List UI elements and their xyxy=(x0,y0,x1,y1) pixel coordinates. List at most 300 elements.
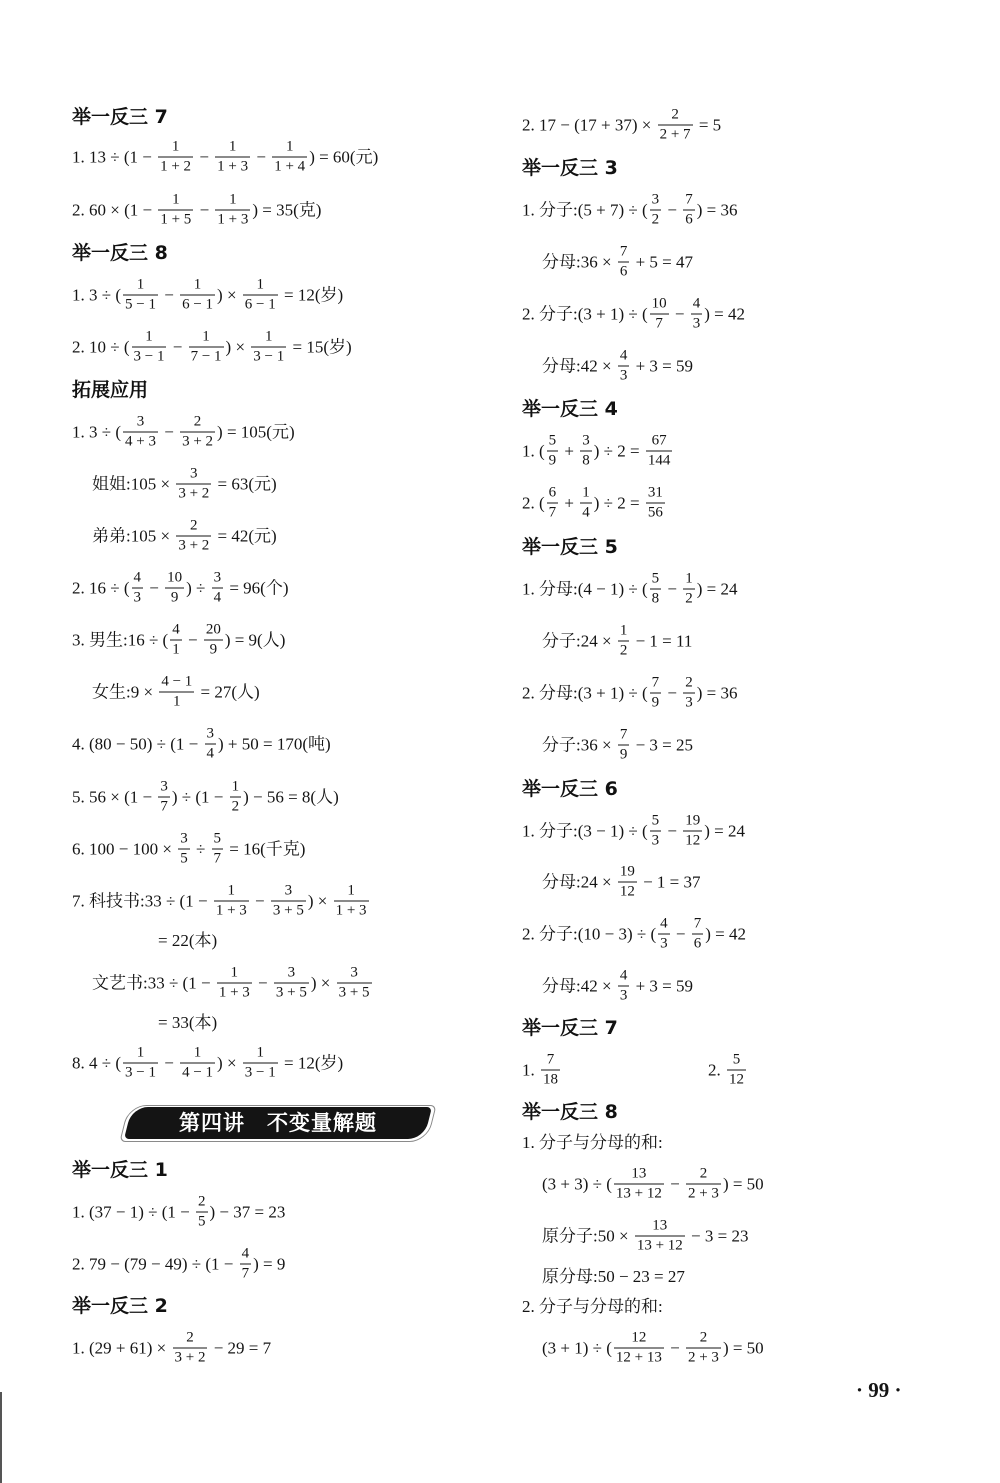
denominator: 1 + 5 xyxy=(160,211,192,228)
expression-text: ) − 56 = 8(人) xyxy=(243,787,339,806)
expression-text: ) ÷ 2 = xyxy=(593,441,644,460)
fraction xyxy=(230,778,242,817)
numerator: 20 xyxy=(205,621,221,638)
answer-line xyxy=(72,1329,271,1368)
fraction xyxy=(189,328,224,367)
fraction xyxy=(251,328,286,367)
section-heading: 举一反三 1 xyxy=(72,1159,168,1181)
denominator: 3 + 5 xyxy=(275,984,307,1001)
chapter-banner xyxy=(122,1104,438,1144)
expression-text: ) × xyxy=(217,285,241,304)
answer-line xyxy=(72,882,371,921)
expression-text: 6. 100 − 100 × xyxy=(72,839,177,858)
fraction xyxy=(132,328,167,367)
fraction xyxy=(158,191,193,230)
fraction xyxy=(618,243,630,282)
fraction xyxy=(243,1044,278,1083)
expression-text: + 5 = 47 xyxy=(631,252,693,271)
denominator: 3 xyxy=(619,367,628,384)
expression-text: 2. 79 − (79 − 49) ÷ (1 − xyxy=(72,1254,238,1273)
expression-text: ) = 60(元) xyxy=(309,147,379,166)
fraction xyxy=(271,882,306,921)
expression-text: ) = 36 xyxy=(696,200,738,219)
numerator: 5 xyxy=(732,1051,741,1068)
denominator: 9 xyxy=(651,694,660,711)
denominator: 2 xyxy=(685,590,693,607)
expression-text: − 3 = 25 xyxy=(631,735,693,754)
numerator: 5 xyxy=(213,830,222,847)
denominator: 4 xyxy=(206,745,214,762)
expression-text: 1. (29 + 61) × xyxy=(72,1338,171,1357)
fraction xyxy=(176,517,211,556)
numerator: 4 xyxy=(619,347,628,364)
numerator: 4 xyxy=(133,569,141,586)
denominator: 3 − 1 xyxy=(125,1064,156,1081)
fraction xyxy=(123,1044,158,1083)
expression-text: = 33(本) xyxy=(158,1013,218,1032)
numerator: 7 xyxy=(619,726,628,743)
numerator: 2 xyxy=(685,674,693,691)
denominator: 56 xyxy=(647,504,663,521)
expression-text: 1. 分母:(4 − 1) ÷ ( xyxy=(522,579,648,598)
expression-text: − xyxy=(250,891,269,910)
expression-text: − xyxy=(195,147,214,166)
fraction xyxy=(646,484,665,523)
expression-text: 1. (37 − 1) ÷ (1 − xyxy=(72,1202,194,1221)
numerator: 1 xyxy=(145,328,153,345)
numerator: 3 xyxy=(190,465,198,482)
denominator: 6 − 1 xyxy=(244,296,276,313)
denominator: 7 − 1 xyxy=(190,348,222,365)
expression-text: 原分子:50 × xyxy=(542,1226,633,1245)
fraction xyxy=(618,967,630,1006)
expression-text: ) = 50 xyxy=(722,1174,764,1193)
fraction xyxy=(650,295,669,334)
expression-text: 2. 分子:(10 − 3) ÷ ( xyxy=(522,924,657,943)
denominator: 3 + 2 xyxy=(178,485,210,502)
fraction xyxy=(217,964,252,1003)
expression-text: − xyxy=(159,285,179,304)
numerator: 67 xyxy=(651,432,667,449)
fraction xyxy=(618,347,630,386)
denominator: 1 xyxy=(159,692,194,712)
expression-text: 2. 16 ÷ ( xyxy=(72,578,130,597)
fraction xyxy=(123,276,158,315)
fraction xyxy=(159,673,194,712)
expression-text: (3 + 1) ÷ ( xyxy=(542,1338,612,1357)
expression-text: 分母:42 × xyxy=(542,976,616,995)
numerator: 3 xyxy=(582,432,590,449)
section-heading: 举一反三 6 xyxy=(522,778,618,800)
expression-text: − xyxy=(665,1338,684,1357)
denominator: 1 + 3 xyxy=(215,902,247,919)
expression-text: 文艺书:33 ÷ (1 − xyxy=(92,973,215,992)
expression-text: 原分母:50 − 23 = 27 xyxy=(542,1267,685,1286)
expression-text: ) × xyxy=(310,973,335,992)
expression-text: ) = 24 xyxy=(696,579,738,598)
denominator: 1 + 2 xyxy=(160,158,192,175)
numerator: 4 xyxy=(619,967,628,984)
denominator: 9 xyxy=(165,588,184,608)
fraction xyxy=(635,1217,685,1256)
expression-text: − xyxy=(663,683,682,702)
fraction xyxy=(658,106,693,145)
fraction xyxy=(334,882,369,921)
denominator: 4 − 1 xyxy=(182,1064,214,1081)
denominator: 6 − 1 xyxy=(182,296,214,313)
expression-text: 1. xyxy=(522,1060,539,1079)
expression-text: 分母:42 × xyxy=(542,356,616,375)
fraction xyxy=(547,432,559,471)
answer-line xyxy=(522,191,737,230)
expression-text: = 12(岁) xyxy=(279,1053,344,1072)
denominator: 1 xyxy=(172,641,180,658)
answer-line xyxy=(542,347,693,386)
expression-text: 7. 科技书:33 ÷ (1 − xyxy=(72,891,212,910)
expression-text: ) = 36 xyxy=(696,683,738,702)
expression-text: − xyxy=(665,1174,684,1193)
denominator: 7 xyxy=(160,798,168,815)
fraction xyxy=(215,138,250,177)
numerator: 7 xyxy=(619,243,628,260)
fraction xyxy=(173,1329,208,1368)
denominator: 5 − 1 xyxy=(125,296,156,313)
fraction xyxy=(180,413,215,452)
answer-line xyxy=(522,106,721,145)
expression-text: ÷ xyxy=(191,839,210,858)
denominator: 7 xyxy=(213,850,222,867)
fraction xyxy=(541,1051,560,1090)
expression-text: 1. ( xyxy=(522,441,545,460)
answer-line xyxy=(92,517,277,556)
fraction xyxy=(618,863,637,902)
expression-text: = 5 xyxy=(694,115,722,134)
expression-text: 1. 3 ÷ ( xyxy=(72,422,121,441)
denominator: 3 − 1 xyxy=(133,348,165,365)
fraction xyxy=(727,1051,746,1090)
answer-line xyxy=(522,1133,663,1153)
answer-line xyxy=(158,1013,217,1033)
denominator: 8 xyxy=(582,452,590,469)
denominator: 3 + 2 xyxy=(182,433,214,450)
denominator: 7 xyxy=(241,1265,250,1282)
answer-line xyxy=(542,863,701,902)
fraction xyxy=(158,778,170,817)
expression-text: ) − 37 = 23 xyxy=(209,1202,286,1221)
expression-text: − 1 = 37 xyxy=(638,872,701,891)
expression-text: − 29 = 7 xyxy=(209,1338,272,1357)
fraction xyxy=(337,964,372,1003)
expression-text: = 12(岁) xyxy=(279,285,344,304)
expression-text: 1. 分子与分母的和: xyxy=(522,1133,663,1152)
denominator: 2 + 7 xyxy=(659,126,691,143)
denominator: 3 − 1 xyxy=(253,348,285,365)
fraction xyxy=(683,570,695,609)
denominator: 3 + 2 xyxy=(174,1349,206,1366)
scan-edge xyxy=(0,1392,2,1483)
numerator: 2 xyxy=(198,1193,206,1210)
fraction xyxy=(123,413,158,452)
answer-line xyxy=(72,1245,285,1284)
numerator: 1 xyxy=(265,328,273,345)
expression-text: 2. 17 − (17 + 37) × xyxy=(522,115,656,134)
numerator: 2 xyxy=(699,1165,708,1182)
denominator: 3 xyxy=(692,315,701,332)
numerator: 1 xyxy=(347,882,355,899)
expression-text: − xyxy=(145,578,164,597)
numerator: 2 xyxy=(671,106,679,123)
denominator: 4 + 3 xyxy=(125,433,156,450)
expression-text: − xyxy=(252,147,271,166)
expression-text: ) ÷ (1 − xyxy=(171,787,228,806)
expression-text: ) × xyxy=(307,891,332,910)
answer-line xyxy=(92,964,374,1003)
expression-text: ) ÷ xyxy=(186,578,210,597)
expression-text: 2. 分子:(3 + 1) ÷ ( xyxy=(522,304,648,323)
numerator: 1 xyxy=(193,1044,202,1061)
answer-line xyxy=(72,328,352,367)
section-heading: 举一反三 5 xyxy=(522,536,618,558)
denominator: 12 xyxy=(685,832,701,849)
numerator: 1 xyxy=(285,138,294,155)
page-number: · 99 · xyxy=(856,1378,902,1402)
denominator: 6 xyxy=(693,935,702,952)
expression-text: 2. 分母:(3 + 1) ÷ ( xyxy=(522,683,648,702)
denominator: 8 xyxy=(651,590,660,607)
answer-line xyxy=(542,622,692,661)
answer-line xyxy=(542,1267,685,1287)
denominator: 6 xyxy=(619,263,628,280)
answer-line xyxy=(72,830,305,869)
fraction xyxy=(132,569,144,608)
denominator: 1 + 3 xyxy=(217,158,249,175)
fraction xyxy=(650,191,662,230)
numerator: 1 xyxy=(172,191,180,208)
expression-text: 8. 4 ÷ ( xyxy=(72,1053,121,1072)
expression-text: 分母:36 × xyxy=(542,252,616,271)
denominator: 12 xyxy=(729,1071,744,1088)
fraction xyxy=(691,295,703,334)
denominator: 3 + 5 xyxy=(272,902,304,919)
numerator: 5 xyxy=(651,812,660,829)
section-heading: 举一反三 8 xyxy=(72,242,168,264)
answer-line xyxy=(522,1297,663,1317)
denominator: 13 + 12 xyxy=(615,1185,662,1202)
numerator: 19 xyxy=(685,812,701,829)
expression-text: 分子:24 × xyxy=(542,631,616,650)
numerator: 1 xyxy=(256,276,265,293)
denominator: 2 xyxy=(619,642,628,659)
fraction xyxy=(158,138,193,177)
numerator: 3 xyxy=(287,964,296,981)
numerator: 3 xyxy=(160,778,168,795)
answer-line xyxy=(72,1044,343,1083)
expression-text: 弟弟:105 × xyxy=(92,526,175,545)
numerator: 4 − 1 xyxy=(161,673,193,690)
numerator: 4 xyxy=(172,621,180,638)
expression-text: ) = 9 xyxy=(253,1254,286,1273)
section-heading: 举一反三 3 xyxy=(522,157,618,179)
numerator: 10 xyxy=(651,295,667,312)
expression-text: ) ÷ 2 = xyxy=(593,493,644,512)
expression-text: ) × xyxy=(217,1053,241,1072)
answer-line xyxy=(522,570,737,609)
answer-line xyxy=(522,812,745,851)
expression-text: 女生:9 × xyxy=(92,682,158,701)
numerator: 1 xyxy=(256,1044,265,1061)
numerator: 1 xyxy=(193,276,202,293)
expression-text: 分子:36 × xyxy=(542,735,616,754)
expression-text: 分母:24 × xyxy=(542,872,616,891)
numerator: 2 xyxy=(699,1329,708,1346)
expression-text: ) = 50 xyxy=(722,1338,764,1357)
numerator: 1 xyxy=(228,138,237,155)
answer-line xyxy=(72,725,331,764)
section-heading: 举一反三 8 xyxy=(522,1101,618,1123)
numerator: 7 xyxy=(651,674,660,691)
expression-text: ) = 9(人) xyxy=(224,630,286,649)
answer-line xyxy=(522,432,674,471)
numerator: 12 xyxy=(631,1329,647,1346)
answer-line xyxy=(542,967,693,1006)
expression-text: ) = 42 xyxy=(704,304,745,323)
expression-text: 2. 分子与分母的和: xyxy=(522,1297,663,1316)
denominator: 144 xyxy=(647,452,671,469)
answer-line xyxy=(92,673,260,712)
numerator: 3 xyxy=(213,569,222,586)
answer-line xyxy=(72,413,295,452)
expression-text: − xyxy=(159,422,179,441)
denominator: 4 xyxy=(582,504,590,521)
answer-line xyxy=(72,138,378,177)
denominator: 6 xyxy=(685,211,693,228)
fraction xyxy=(614,1329,664,1368)
chapter-title: 第四讲 不变量解题 xyxy=(179,1111,377,1135)
answer-line xyxy=(708,1051,748,1090)
answer-line xyxy=(522,1051,562,1090)
fraction xyxy=(614,1165,664,1204)
answer-line xyxy=(522,484,667,523)
numerator: 31 xyxy=(647,484,663,501)
fraction xyxy=(580,484,592,523)
fraction xyxy=(683,674,695,713)
denominator: 9 xyxy=(619,746,628,763)
denominator: 2 xyxy=(651,211,660,228)
expression-text: ) × xyxy=(225,337,250,356)
fraction xyxy=(580,432,592,471)
denominator: 2 + 3 xyxy=(687,1349,719,1366)
expression-text: 1. 分子:(3 − 1) ÷ ( xyxy=(522,821,648,840)
expression-text: 1. 13 ÷ (1 − xyxy=(72,147,157,166)
numerator: 13 xyxy=(631,1165,647,1182)
fraction xyxy=(650,570,662,609)
expression-text: 2. 10 ÷ ( xyxy=(72,337,130,356)
expression-text: = 63(元) xyxy=(213,474,277,493)
denominator: 7 xyxy=(650,314,669,334)
fraction xyxy=(170,621,182,660)
expression-text: − xyxy=(663,200,682,219)
expression-text: = 22(本) xyxy=(158,931,218,950)
expression-text: + xyxy=(560,493,579,512)
numerator: 3 xyxy=(206,725,214,742)
numerator: 4 xyxy=(241,1245,250,1262)
denominator: 3 xyxy=(651,832,660,849)
fraction xyxy=(650,674,662,713)
answer-line xyxy=(158,931,217,951)
expression-text: ) = 35(克) xyxy=(252,200,322,219)
expression-text: = 96(个) xyxy=(225,578,289,597)
numerator: 19 xyxy=(619,863,635,880)
answer-line xyxy=(542,726,693,765)
expression-text: − xyxy=(663,821,682,840)
numerator: 6 xyxy=(548,484,557,501)
answer-line xyxy=(72,191,321,230)
answer-line xyxy=(542,1217,748,1256)
numerator: 3 xyxy=(651,191,660,208)
expression-text: 姐姐:105 × xyxy=(92,474,175,493)
expression-text: ) = 42 xyxy=(705,924,746,943)
denominator: 1 + 3 xyxy=(218,984,250,1001)
expression-text: ) + 50 = 170(吨) xyxy=(218,734,331,753)
denominator: 1 + 4 xyxy=(274,158,306,175)
fraction xyxy=(196,1193,208,1232)
expression-text: + xyxy=(560,441,579,460)
expression-text: ) = 105(元) xyxy=(217,422,295,441)
section-heading: 举一反三 2 xyxy=(72,1295,168,1317)
fraction xyxy=(686,1165,721,1204)
denominator: 3 − 1 xyxy=(244,1064,276,1081)
expression-text: 4. (80 − 50) ÷ (1 − xyxy=(72,734,203,753)
numerator: 1 xyxy=(136,1044,145,1061)
expression-text: − 1 = 11 xyxy=(631,631,693,650)
numerator: 2 xyxy=(190,517,198,534)
answer-line xyxy=(542,243,693,282)
numerator: 1 xyxy=(582,484,590,501)
fraction xyxy=(243,276,278,315)
fraction xyxy=(646,432,673,471)
denominator: 2 xyxy=(231,798,240,815)
section-heading: 举一反三 7 xyxy=(72,106,168,128)
denominator: 1 + 3 xyxy=(217,211,249,228)
denominator: 3 xyxy=(685,694,693,711)
fraction xyxy=(240,1245,252,1284)
numerator: 5 xyxy=(651,570,660,587)
numerator: 3 xyxy=(284,882,293,899)
expression-text: 3. 男生:16 ÷ ( xyxy=(72,630,169,649)
denominator: 3 xyxy=(619,987,628,1004)
numerator: 5 xyxy=(548,432,557,449)
section-heading: 举一反三 4 xyxy=(522,398,618,420)
answer-line xyxy=(72,569,289,608)
denominator: 4 xyxy=(213,589,222,606)
expression-text: − 3 = 23 xyxy=(686,1226,749,1245)
fraction xyxy=(692,915,704,954)
numerator: 1 xyxy=(136,276,145,293)
denominator: 3 + 5 xyxy=(338,984,370,1001)
answer-line xyxy=(92,465,277,504)
fraction xyxy=(215,191,250,230)
answer-line xyxy=(542,1329,764,1368)
fraction xyxy=(214,882,249,921)
fraction xyxy=(686,1329,721,1368)
section-heading: 拓展应用 xyxy=(72,379,149,401)
numerator: 1 xyxy=(619,622,628,639)
fraction xyxy=(180,1044,215,1083)
expression-text: 1. 分子:(5 + 7) ÷ ( xyxy=(522,200,648,219)
fraction xyxy=(547,484,559,523)
expression-text: − xyxy=(253,973,272,992)
fraction xyxy=(212,830,224,869)
